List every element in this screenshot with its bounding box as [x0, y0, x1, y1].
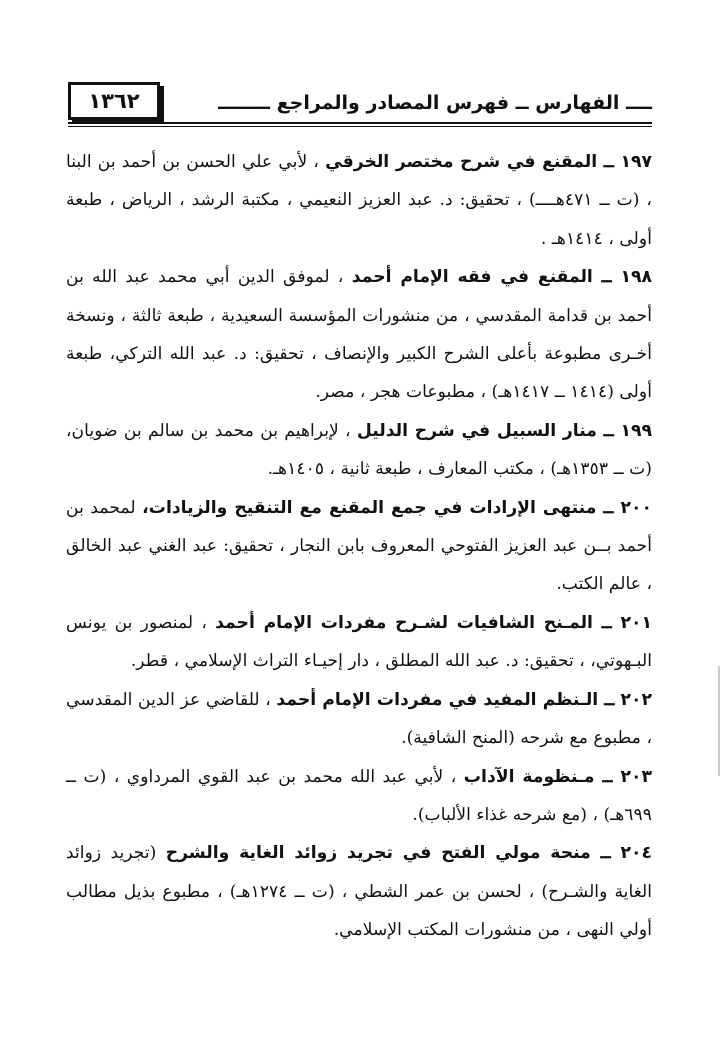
page-number-box [68, 82, 160, 120]
reference-entry-201 [66, 604, 652, 681]
entry-details: ، لأبي علي الحسن بن أحمد بن البنا ، (ت ــ ٤٧١هــــ) ، تحقيق: د. عبد العزيز النعيمي ، مكتبة الرشد ، الرياض ، طبعة أولى ، ١٤١٤هـ . [66, 152, 652, 249]
entry-separator: ــ [598, 689, 621, 710]
entry-details: ، لموفق الدين أبي محمد عبد الله بن أحمد بن قدامة المقدسي ، من منشورات المؤسسة السعيدية ، طبعة ثالثة ، ونسخة أخـرى مطبوعة بأعلى الشرح الكبير والإنصاف ، تحقيق: د. عبد الله التركي، طبعة أولى (١٤١٤ ــ ١٤١٧هـ) ، مطبوعات هجر ، مصر. [66, 267, 652, 403]
reference-entry-203 [66, 758, 652, 835]
entry-details: (تجريد زوائد الغاية والشـرح) ، لحسن بن عمر الشطي ، (ت ــ ١٢٧٤هـ) ، مطبوع بذيل مطالب أولي النهى ، من منشورات المكتب الإسلامي. [66, 843, 653, 941]
scan-edge-mark [718, 666, 720, 776]
reference-entry-197 [66, 143, 652, 258]
header-rule-thick [68, 122, 652, 124]
reference-entry-198 [66, 258, 652, 412]
reference-entry-204 [66, 834, 652, 949]
entry-number: ١٩٨ [620, 267, 653, 288]
reference-list [66, 143, 652, 950]
entry-number: ١٩٧ [620, 152, 653, 172]
entry-title: المقنع في شرح مختصر الخرقي [325, 152, 598, 172]
reference-entry-200 [66, 489, 652, 604]
entry-details: ، لمنصور بن يونس البـهوتي، ، تحقيق: د. عبد الله المطلق ، دار إحيـاء التراث الإسلامي ، قطر. [66, 612, 652, 672]
entry-separator: ــ [590, 843, 621, 864]
running-header-title: ــــ الفهارس ــ فهرس المصادر والمراجع ــــــــ [218, 92, 652, 114]
entry-title: منحة مولي الفتح في تجريد زوائد الغاية والشرح [165, 843, 591, 864]
entry-title: مـنظومة الآداب [463, 766, 595, 787]
entry-separator: ــ [596, 420, 621, 441]
page-number: ١٣٦٢ [88, 89, 140, 113]
entry-title: المـنح الشافيات لشـرح مفردات الإمام أحمد [215, 612, 593, 633]
header-rule-thin [68, 126, 652, 127]
entry-title: المقنع في فقه الإمام أحمد [351, 267, 593, 288]
entry-number: ٢٠٣ [620, 766, 652, 787]
entry-details: ، للقاضي عز الدين المقدسي ، مطبوع مع شرحه (المنح الشافية). [66, 689, 652, 749]
entry-title: منار السبيل في شرح الدليل [356, 420, 597, 441]
entry-details: ، لإبراهيم بن محمد بن سالم بن ضويان، (ت ــ ١٣٥٣هـ) ، مكتب المعارف ، طبعة ثانية ، ١٤٠٥هـ. [66, 420, 652, 480]
page-header [68, 82, 652, 126]
entry-separator: ــ [596, 497, 621, 518]
reference-entry-202 [66, 681, 652, 758]
entry-details: ، لأبي عبد الله محمد بن عبد القوي المرداوي ، (ت ــ ٦٩٩هـ) ، (مع شرحه غذاء الألباب). [66, 766, 652, 825]
entry-separator: ــ [592, 612, 621, 633]
entry-number: ١٩٩ [620, 420, 652, 441]
entry-number: ٢٠١ [620, 612, 652, 633]
entry-separator: ــ [592, 267, 621, 288]
entry-separator: ــ [594, 766, 621, 787]
entry-title: منتهى الإرادات في جمع المقنع مع التنقيح والزيادات، [142, 497, 597, 518]
entry-details: لمحمد بن أحمد بــن عبد العزيز الفتوحي المعروف بابن النجار ، تحقيق: عبد الغني عبد الخالق ، عالم الكتب. [66, 497, 652, 595]
entry-number: ٢٠٤ [620, 843, 652, 864]
entry-separator: ــ [597, 152, 621, 172]
entry-number: ٢٠٠ [620, 497, 652, 518]
reference-entry-199 [66, 412, 652, 489]
entry-number: ٢٠٢ [620, 689, 652, 710]
entry-title: الـنظم المفيد في مفردات الإمام أحمد [276, 689, 599, 710]
